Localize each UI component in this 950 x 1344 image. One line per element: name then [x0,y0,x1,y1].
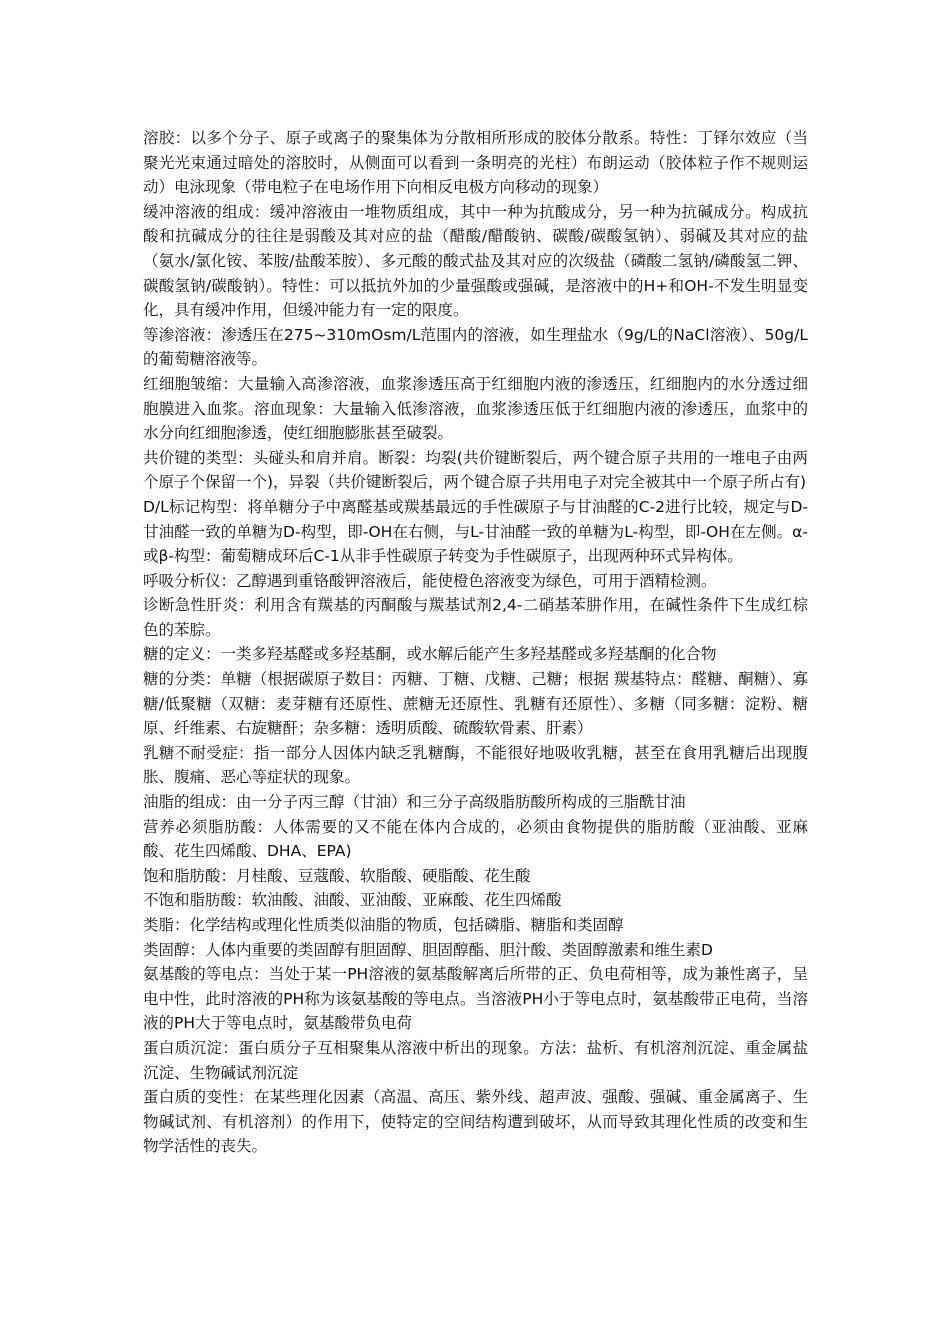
paragraph-isoelectric-point: 氨基酸的等电点：当处于某一PH溶液的氨基酸解离后所带的正、负电荷相等，成为兼性离子，呈电中性，此时溶液的PH称为该氨基酸的等电点。当溶液PH小于等电点时，氨基酸带正电荷，当溶液的PH大于等电点时，氨基酸带负电荷 [143,965,808,1033]
paragraph-isotonic-solution: 等渗溶液：渗透压在275~310mOsm/L范围内的溶液，如生理盐水（9g/L的NaCl溶液）、50g/L的葡萄糖溶液等。 [143,325,808,369]
paragraph-protein-precipitation: 蛋白质沉淀：蛋白质分子互相聚集从溶液中析出的现象。方法：盐析、有机溶剂沉淀、重金属盐沉淀、生物碱试剂沉淀 [143,1038,808,1082]
paragraph-red-cell-crenation: 红细胞皱缩：大量输入高渗溶液，血浆渗透压高于红细胞内液的渗透压，红细胞内的水分透过细胞膜进入血浆。溶血现象：大量输入低渗溶液，血浆渗透压低于红细胞内液的渗透压，血浆中的水分向红细胞渗透，使红细胞膨胀甚至破裂。 [143,374,808,443]
paragraph-dl-configuration: D/L标记构型：将单糖分子中离醛基或羰基最远的手性碳原子与甘油醛的C-2进行比较，规定与D-甘油醛一致的单糖为D-构型，即-OH在右侧，与L-甘油醛一致的单糖为L-构型，即-OH在左侧。α-或β-构型：葡萄糖成环后C-1从非手性碳原子转变为手性碳原子，出现两种环式异构体。 [143,497,808,566]
paragraph-sol: 溶胶：以多个分子、原子或离子的聚集体为分散相所形成的胶体分散系。特性：丁铎尔效应（当聚光光束通过暗处的溶胶时，从侧面可以看到一条明亮的光柱）布朗运动（胶体粒子作不规则运动）电泳现象（带电粒子在电场作用下向相反电极方向移动的现象） [143,129,808,197]
document-page [143,126,808,1159]
paragraph-buffer-solution: 缓冲溶液的组成：缓冲溶液由一堆物质组成，其中一种为抗酸成分，另一种为抗碱成分。构成抗酸和抗碱成分的往往是弱酸及其对应的盐（醋酸/醋酸钠、碳酸/碳酸氢钠）、弱碱及其对应的盐（氨水/氯化铵、苯胺/盐酸苯胺）、多元酸的酸式盐及其对应的次级盐（磷酸二氢钠/磷酸氢二钾、碳酸氢钠/碳酸钠）。特性：可以抵抗外加的少量强酸或强碱，是溶液中的H+和OH-不发生明显变化，具有缓冲作用，但缓冲能力有一定的限度。 [143,202,808,320]
paragraph-fat-composition: 油脂的组成：由一分子丙三醇（甘油）和三分子高级脂肪酸所构成的三脂酰甘油 [143,793,686,812]
paragraph-steroids: 类固醇：人体内重要的类固醇有胆固醇、胆固醇酯、胆汁酸、类固醇激素和维生素D [143,940,713,959]
paragraph-sugar-classification: 糖的分类：单糖（根据碳原子数目：丙糖、丁糖、戊糖、己糖；根据 羰基特点：醛糖、酮糖）、寡糖/低聚糖（双糖：麦芽糖有还原性、蔗糖无还原性、乳糖有还原性）、多糖（同多糖：淀粉、糖原、纤维素、右旋糖酐；杂多糖：透明质酸、硫酸软骨素、肝素） [143,670,808,738]
paragraph-unsaturated-fatty-acids: 不饱和脂肪酸：软油酸、油酸、亚油酸、亚麻酸、花生四烯酸 [143,891,562,910]
paragraph-protein-denaturation: 蛋白质的变性：在某些理化因素（高温、高压、紫外线、超声波、强酸、强碱、重金属离子、生物碱试剂、有机溶剂）的作用下，使特定的空间结构遭到破坏，从而导致其理化性质的改变和生物学活性的丧失。 [143,1088,808,1156]
paragraph-lipoids: 类脂：化学结构或理化性质类似油脂的物质，包括磷脂、糖脂和类固醇 [143,916,624,934]
paragraph-sugar-definition: 糖的定义：一类多羟基醛或多羟基酮，或水解后能产生多羟基醛或多羟基酮的化合物 [143,645,717,664]
paragraph-covalent-bond: 共价键的类型：头碰头和肩并肩。断裂：均裂(共价键断裂后，两个键合原子共用的一堆电子由两个原子个保留一个)，异裂（共价键断裂后，两个键合原子共用电子对完全被其中一个原子所占有) [143,448,808,492]
paragraph-lactose-intolerance: 乳糖不耐受症：指一部分人因体内缺乏乳糖酶，不能很好地吸收乳糖，甚至在食用乳糖后出现腹胀、腹痛、恶心等症状的现象。 [143,743,808,787]
paragraph-essential-fatty-acids: 营养必须脂肪酸：人体需要的又不能在体内合成的，必须由食物提供的脂肪酸（亚油酸、亚麻酸、花生四烯酸、DHA、EPA) [143,817,808,861]
paragraph-hepatitis-diagnosis: 诊断急性肝炎：利用含有羰基的丙酮酸与羰基试剂2,4-二硝基苯肼作用，在碱性条件下生成红棕色的苯腙。 [143,596,808,639]
paragraph-saturated-fatty-acids: 饱和脂肪酸：月桂酸、豆蔻酸、软脂酸、硬脂酸、花生酸 [143,866,531,885]
paragraph-breath-analyzer: 呼吸分析仪：乙醇遇到重铬酸钾溶液后，能使橙色溶液变为绿色，可用于酒精检测。 [143,571,717,590]
